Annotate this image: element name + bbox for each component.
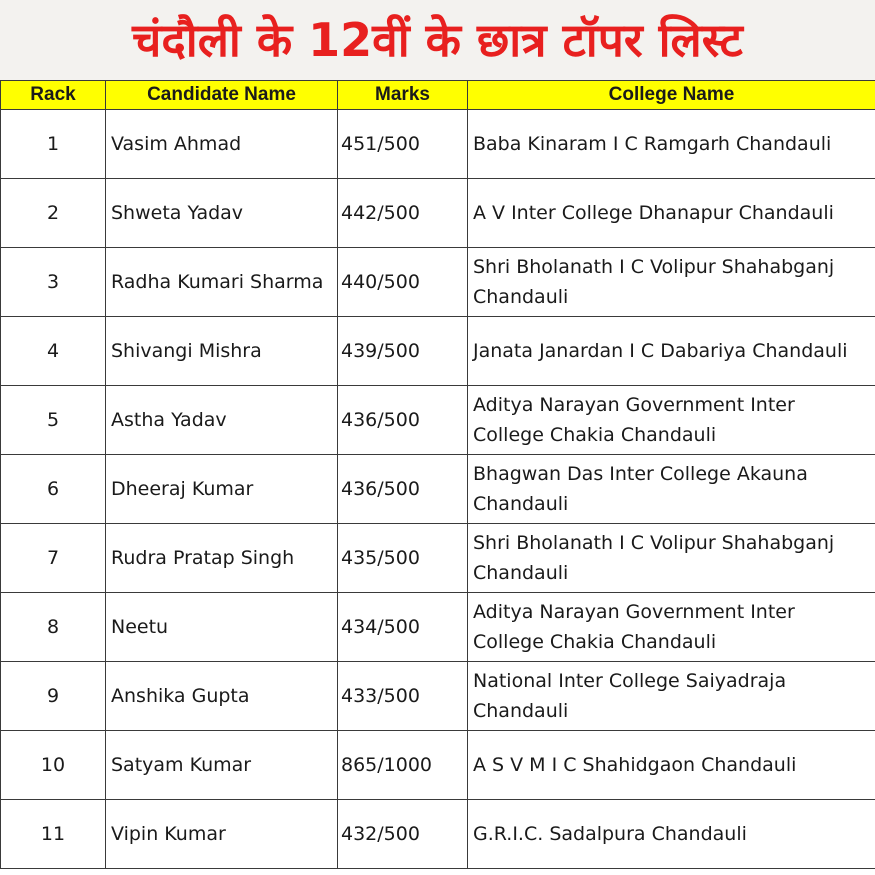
candidate-name-cell: Neetu [106, 593, 338, 662]
college-name-cell: Shri Bholanath I C Volipur Shahabganj Chandauli [468, 524, 875, 593]
candidate-name-cell: Satyam Kumar [106, 731, 338, 800]
marks-cell: 865/1000 [338, 731, 468, 800]
table-row [1, 524, 875, 593]
college-name-cell: Shri Bholanath I C Volipur Shahabganj Chandauli [468, 248, 875, 317]
college-name-cell: Aditya Narayan Government Inter College Chakia Chandauli [468, 386, 875, 455]
rank-cell: 11 [1, 800, 106, 869]
rank-cell: 8 [1, 593, 106, 662]
college-name-cell: A V Inter College Dhanapur Chandauli [468, 179, 875, 248]
marks-cell: 440/500 [338, 248, 468, 317]
college-name-cell: Janata Janardan I C Dabariya Chandauli [468, 317, 875, 386]
table-row [1, 317, 875, 386]
page-title: चंदौली के 12वीं के छात्र टॉपर लिस्ट [132, 13, 743, 67]
column-header-marks: Marks [338, 81, 468, 110]
table-row [1, 731, 875, 800]
candidate-name-cell: Anshika Gupta [106, 662, 338, 731]
table-row [1, 662, 875, 731]
rank-cell: 7 [1, 524, 106, 593]
column-header-rank: Rack [1, 81, 106, 110]
table-row [1, 455, 875, 524]
candidate-name-cell: Radha Kumari Sharma [106, 248, 338, 317]
title-banner [0, 0, 875, 80]
marks-cell: 435/500 [338, 524, 468, 593]
candidate-name-cell: Shivangi Mishra [106, 317, 338, 386]
marks-cell: 433/500 [338, 662, 468, 731]
table-row [1, 179, 875, 248]
table-row [1, 800, 875, 869]
topper-table [0, 80, 875, 869]
rank-cell: 4 [1, 317, 106, 386]
candidate-name-cell: Shweta Yadav [106, 179, 338, 248]
marks-cell: 436/500 [338, 386, 468, 455]
marks-cell: 442/500 [338, 179, 468, 248]
college-name-cell: Baba Kinaram I C Ramgarh Chandauli [468, 110, 875, 179]
candidate-name-cell: Rudra Pratap Singh [106, 524, 338, 593]
rank-cell: 10 [1, 731, 106, 800]
candidate-name-cell: Dheeraj Kumar [106, 455, 338, 524]
candidate-name-cell: Astha Yadav [106, 386, 338, 455]
rank-cell: 2 [1, 179, 106, 248]
candidate-name-cell: Vasim Ahmad [106, 110, 338, 179]
college-name-cell: G.R.I.C. Sadalpura Chandauli [468, 800, 875, 869]
candidate-name-cell: Vipin Kumar [106, 800, 338, 869]
table-row [1, 110, 875, 179]
marks-cell: 439/500 [338, 317, 468, 386]
college-name-cell: National Inter College Saiyadraja Chandauli [468, 662, 875, 731]
college-name-cell: Bhagwan Das Inter College Akauna Chandauli [468, 455, 875, 524]
marks-cell: 434/500 [338, 593, 468, 662]
column-header-candidate-name: Candidate Name [106, 81, 338, 110]
table-row [1, 593, 875, 662]
rank-cell: 9 [1, 662, 106, 731]
rank-cell: 6 [1, 455, 106, 524]
marks-cell: 451/500 [338, 110, 468, 179]
table-row [1, 248, 875, 317]
rank-cell: 5 [1, 386, 106, 455]
college-name-cell: Aditya Narayan Government Inter College Chakia Chandauli [468, 593, 875, 662]
marks-cell: 432/500 [338, 800, 468, 869]
rank-cell: 1 [1, 110, 106, 179]
rank-cell: 3 [1, 248, 106, 317]
table-header-row [1, 81, 875, 110]
marks-cell: 436/500 [338, 455, 468, 524]
table-row [1, 386, 875, 455]
college-name-cell: A S V M I C Shahidgaon Chandauli [468, 731, 875, 800]
column-header-college-name: College Name [468, 81, 875, 110]
